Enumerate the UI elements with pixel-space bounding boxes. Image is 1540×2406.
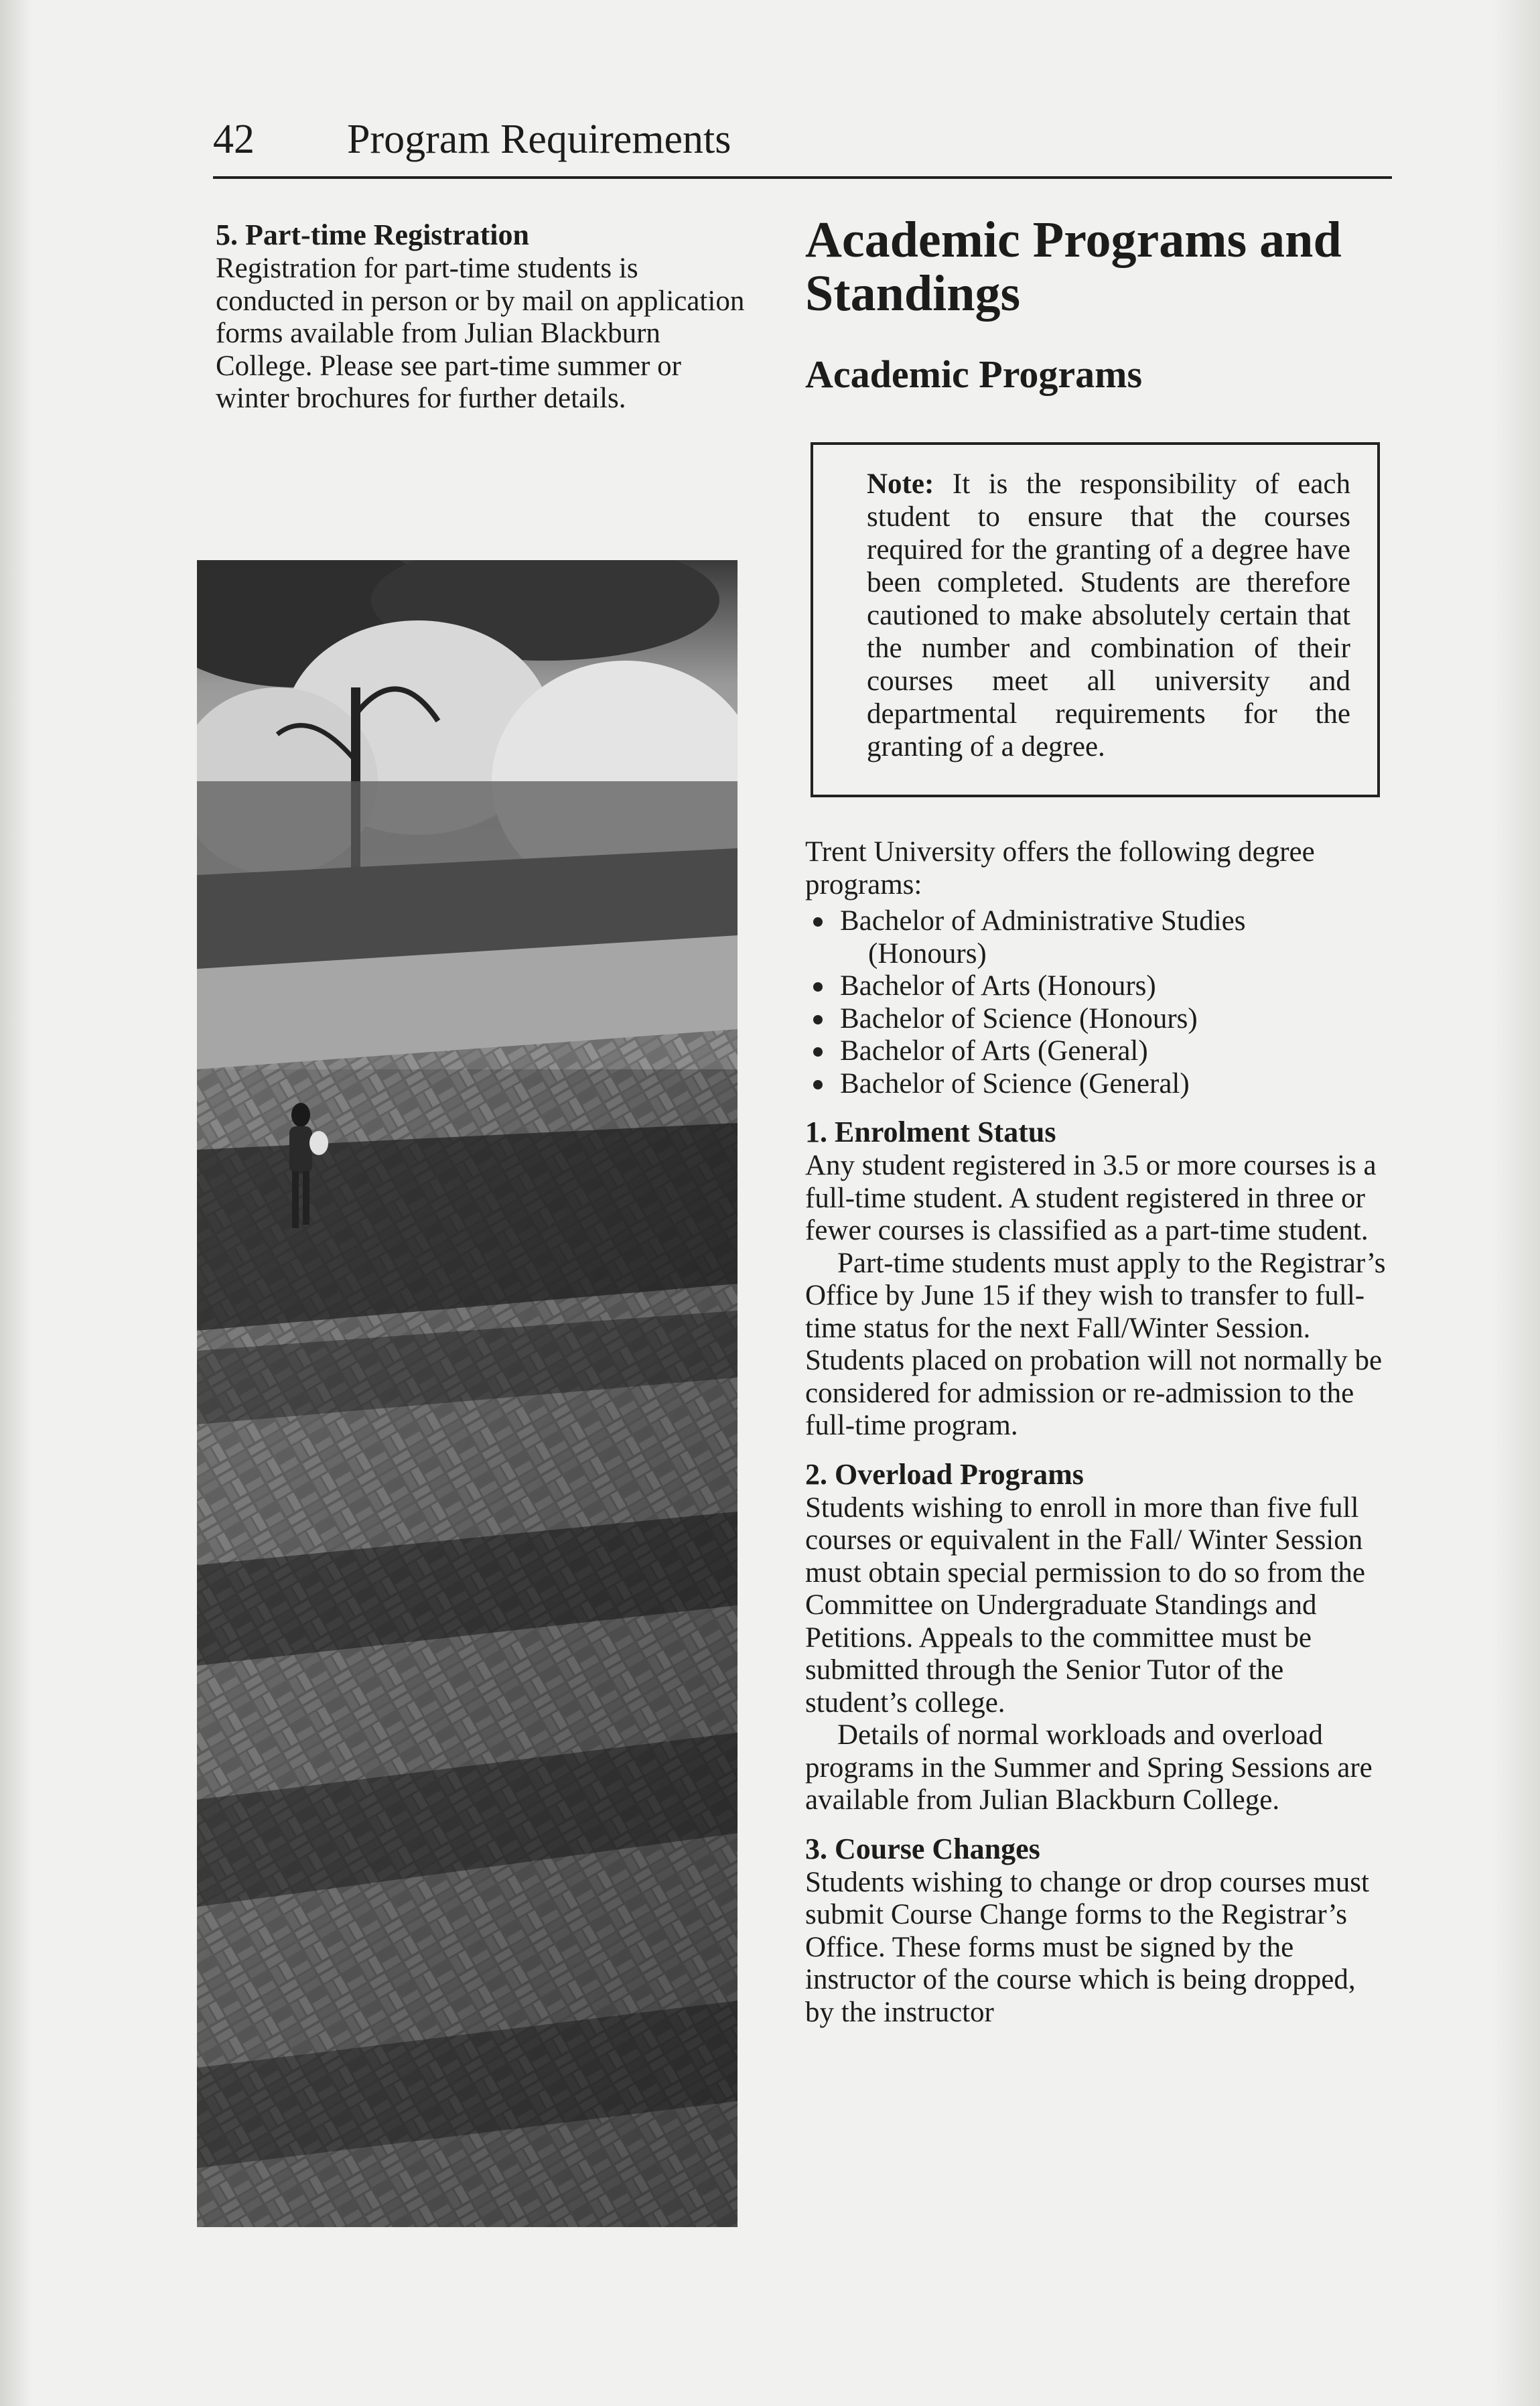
note-text: [867, 468, 1350, 763]
section-1-heading: 1. Enrolment Status: [805, 1116, 1056, 1148]
running-header-title: Program Requirements: [347, 117, 731, 162]
list-item: [805, 1003, 1388, 1036]
page-edge-shadow-right: [1493, 0, 1540, 2406]
section-2-paragraph-1: Students wishing to enroll in more than five full courses or equivalent in the Fall/ Winter Session must obtain special permission to do so from the Committee on Undergraduate Standings and Petitions. Appeals to the committee must be submitted through the Senior Tutor of the student’s college.: [805, 1491, 1366, 1719]
academic-programs-subtitle: Academic Programs: [805, 352, 1143, 396]
degree-list: [805, 905, 1388, 1100]
section-5-heading: 5. Part-time Registration: [216, 218, 529, 251]
list-item: [805, 970, 1388, 1003]
section-1-paragraph-2: Part-time students must apply to the Registrar’s Office by June 15 if they wish to transfer to full-time status for the next Fall/Winter Session. Students placed on probation will not normally be considered for admission or re-admission to the full-time program.: [805, 1247, 1386, 1441]
note-body: It is the responsibility of each student to ensure that the courses required for the granting of a degree have been completed. Students are therefore cautioned to make absolutely certain that the number and combination of their courses meet all university and departmental requirements for the granting of a degree.: [867, 468, 1350, 762]
note-box: [811, 442, 1380, 797]
degree-label: Bachelor of Arts (General): [840, 1035, 1148, 1067]
page-edge-shadow: [0, 0, 32, 2406]
right-column: [805, 213, 1388, 397]
degree-label: Bachelor of Arts (Honours): [840, 970, 1156, 1002]
section-3-heading: 3. Course Changes: [805, 1832, 1040, 1865]
section-5-body: Registration for part-time students is conducted in person or by mail on application forms available from Julian Blackburn College. Please see part-time summer or winter brochures for further details.: [216, 253, 745, 414]
bullet-icon: [813, 982, 823, 992]
bullet-icon: [813, 1080, 823, 1089]
section-2-paragraph-2: Details of normal workloads and overload programs in the Summer and Spring Sessions are available from Julian Blackburn College.: [805, 1719, 1373, 1816]
main-title: Academic Programs and Standings: [805, 212, 1342, 322]
list-item: [805, 1068, 1388, 1101]
running-header: [213, 113, 1392, 179]
programs-column: [805, 836, 1388, 2029]
section-1-paragraph-1: Any student registered in 3.5 or more courses is a full-time student. A student registered in three or fewer courses is classified as a part-time student.: [805, 1150, 1377, 1246]
section-3-paragraph-1: Students wishing to change or drop courses must submit Course Change forms to the Registrar’s Office. These forms must be signed by the instructor of the course which is being dropped, by the instructor: [805, 1866, 1369, 2028]
list-item: [805, 905, 1388, 970]
note-label: Note:: [867, 468, 934, 500]
degree-label: Bachelor of Administrative Studies: [840, 905, 1246, 937]
page-number: 42: [213, 117, 255, 162]
bullet-icon: [813, 1015, 823, 1024]
list-item: [805, 1035, 1388, 1068]
bullet-icon: [813, 1047, 823, 1057]
degree-label: Bachelor of Science (General): [840, 1067, 1190, 1099]
left-column: [216, 218, 752, 415]
degree-label: Bachelor of Science (Honours): [840, 1002, 1198, 1034]
section-2-heading: 2. Overload Programs: [805, 1457, 1084, 1491]
campus-photograph: [197, 560, 738, 2227]
bullet-icon: [813, 917, 823, 927]
programs-intro: Trent University offers the following degree programs:: [805, 836, 1315, 900]
degree-label-continued: (Honours): [868, 937, 987, 970]
